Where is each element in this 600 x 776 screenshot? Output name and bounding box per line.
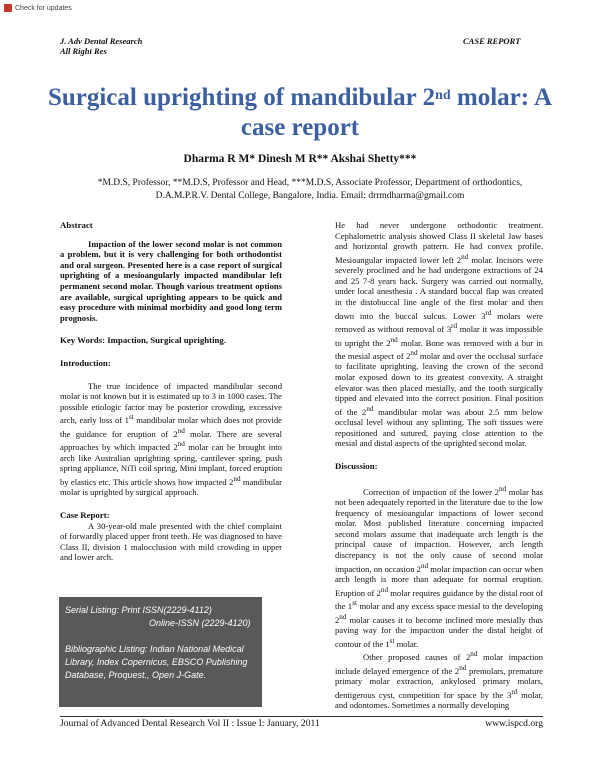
footer-website[interactable]: www.ispcd.org bbox=[485, 718, 543, 729]
update-icon bbox=[4, 4, 12, 12]
case-text: A 30-year-old male presented with the chief complaint of forwardly placed upper front teeth. He was diagnosed to have Class II, division 1 malocclusion with mild crowding in upper and lower arch. bbox=[60, 520, 282, 563]
article-title: Surgical uprighting of mandibular 2nd molar: A case report bbox=[47, 84, 553, 141]
case-heading: Case Report: bbox=[60, 509, 110, 520]
page-footer bbox=[60, 718, 543, 729]
discussion-text-2: Other proposed causes of 2nd molar impaction include delayed emergence of the 2nd premolars, premature primary molar extraction, ankylosed primary molars, dentigerous cyst, competition for space by the 3rd molar, and odontomes. Sometimes a normally developing bbox=[335, 650, 544, 711]
author-list: Dharma R M* Dinesh M R** Akshai Shetty*** bbox=[183, 153, 417, 165]
listing-biblio-3: Database, Proquest., Open J-Gate. bbox=[65, 670, 207, 680]
case-report-continued: He had never undergone orthodontic treatment. Cephalometric analysis showed Class II skeletal Jaw bases and horizontal growth pattern. He had convex profile. Mesioangular impacted lower left 2nd molar. Incisors were severely proclined and he had undergone extractions of 24 and 25 7-8 years back. Surgery was carried out normally, under local anesthesia . A standard buccal flap was created in the distobuccal line angle of the first molar and then down into the buccal sulcus. Lower 3rd molars were removed as without removal of 3rd molar it was impossible to upright the 2nd molar. Bone was removed with a bur in the mesial aspect of 2nd molar and over the occlusal surface to facilitate uprighting, leaving the crown of the second molar exposed down to its greatest convexity. A straight elevator was then placed mesially, and the tooth surgically tipped and elevated into the correct position. Final position of the 2nd mandibular molar was about 2.5 mm below occlusal level without any splinting. The soft tissues were repositioned and sutured, paying close attention to the mesial and distal aspects of the uprighted second molar. bbox=[335, 220, 544, 449]
listing-online-issn: Online-ISSN (2229-4120) bbox=[149, 618, 251, 628]
abstract-heading: Abstract bbox=[60, 220, 93, 230]
intro-text: The true incidence of impacted mandibular second molar is not known but it is estimated up to 3 in 1000 cases. The possible etiologic factor may be posterior crowding, excessive arch, early loss of 1st mandibular molar which does not provide the guidance for eruption of 2nd molar. There are several approaches by which impacted 2nd molar can be brought into arch like Australian uprighting spring, cantilever spring, push spring appliance, NiTi coil spring, Mini implant, forced eruption by elastics etc. This article shows how impacted 2nd mandibular molar is uprighted by surgical approach. bbox=[60, 380, 282, 498]
listing-biblio-1: Bibliographic Listing: Indian National Medical bbox=[65, 644, 244, 654]
discussion-heading: Discussion: bbox=[335, 461, 378, 472]
affiliation: *M.D.S, Professor, **M.D.S, Professor and Head, ***M.D.S, Associate Professor, Department of orthodontics, D.A.M.P.R.V. Dental College, Bangalore, India. Email: drrmdharma@gmail.com bbox=[97, 178, 523, 201]
listing-box bbox=[59, 597, 262, 707]
check-updates-badge[interactable] bbox=[4, 4, 72, 12]
abstract-text: Impaction of the lower second molar is not common a problem, but it is very challenging for both orthodontist and oral surgeon. Presented here is a case report of surgical uprighting of a mesioangularly impacted mandibular left permanent second molar. Though various treatment options are available, surgical uprighting appears to be quick and easy procedure with minimal morbidity and good long term prognosis. bbox=[60, 238, 282, 323]
footer-rule bbox=[60, 716, 543, 717]
article-type: CASE REPORT bbox=[463, 36, 521, 46]
rights-note: All Right Res bbox=[60, 46, 107, 56]
listing-biblio-2: Library, Index Copernicus, EBSCO Publishing bbox=[65, 657, 248, 667]
listing-print-issn: Serial Listing: Print ISSN(2229-4112) bbox=[65, 605, 212, 615]
discussion-text: Correction of impaction of the lower 2nd molar has not been adequately reported in the literature due to the low frequency of mesioangular impactions of lower second molar. Most published literature concerning impacted second molars assume that inadequate arch length is the principal cause of impaction. However, arch length discrepancy is not the only cause of second molar impaction, on occasion 2nd molar impaction can occur when arch length is more than adequate for normal eruption. Eruption of 2nd molar requires guidance by the distal root of the 1st molar and any excess space mesial to the developing 2nd molar causes it to become inclined more mesially thus paving way for the impaction under the distal height of contour of the 1st molar. bbox=[335, 484, 544, 649]
left-column bbox=[60, 220, 282, 563]
keywords: Key Words: Impaction, Surgical uprighting. bbox=[60, 335, 227, 346]
badge-label: Check for updates bbox=[15, 4, 72, 12]
intro-heading: Introduction: bbox=[60, 357, 111, 368]
journal-name: J. Adv Dental Research bbox=[60, 36, 143, 46]
right-column bbox=[335, 220, 543, 711]
footer-journal: Journal of Advanced Dental Research Vol II : Issue I: January, 2011 bbox=[60, 718, 320, 729]
